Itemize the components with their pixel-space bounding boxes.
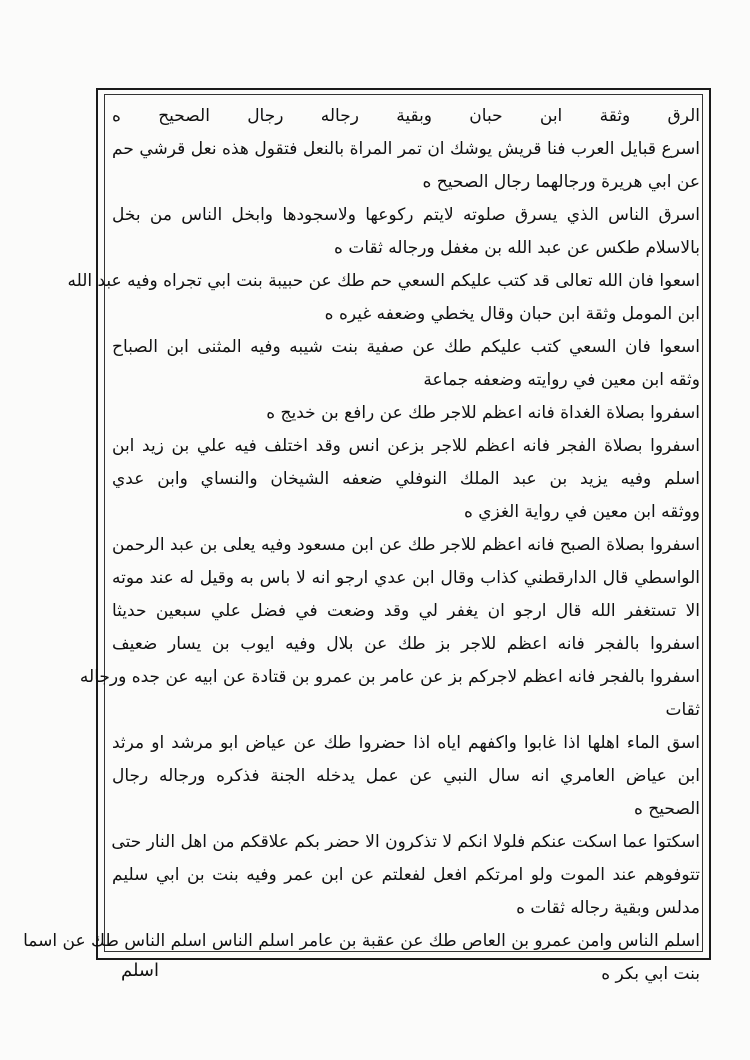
manuscript-text-block (23, 100, 700, 991)
text-line: اسرع قبايل العرب فنا قريش يوشك ان تمر المراة بالنعل فتقول هذه نعل قرشي حم (112, 139, 700, 159)
text-line: الواسطي قال الدارقطني كذاب وقال ابن عدي ارجو انه لا باس به وقيل له عند موته (112, 568, 700, 588)
text-line: وثقه ابن معين في روايته وضعفه جماعة (423, 370, 700, 390)
text-line: اسلم الناس وامن عمرو بن العاص طك عن عقبة بن عامر اسلم الناس اسلم الناس طك عن اسما (23, 931, 700, 951)
text-line: اسكتوا عما اسكت عنكم فلولا انكم لا تذكرون الا حضر بكم علاقكم من اهل النار حتى (111, 832, 700, 852)
text-line: ابن عياض العامري انه سال النبي عن عمل يدخله الجنة فذكره ورجاله رجال (112, 766, 700, 786)
text-line: الا تستغفر الله قال ارجو ان يغفر لي وقد وضعت في فضل علي سبعين حديثا (112, 601, 700, 621)
text-line: اسفروا بالفجر فانه اعظم للاجر بز طك عن بلال وفيه ايوب بن يسار ضعيف (112, 634, 700, 654)
text-line: مدلس وبقية رجاله ثقات ه (516, 898, 700, 918)
text-line: بالاسلام طكس عن عبد الله بن مغفل ورجاله ثقات ه (334, 238, 700, 258)
text-line: تتوفوهم عند الموت ولو امرتكم افعل لفعلتم عن ابن عمر وفيه بنت بن ابي سليم (112, 865, 700, 885)
text-line: اسفروا بصلاة الغداة فانه اعظم للاجر طك عن رافع بن خديج ه (266, 403, 700, 423)
text-line: اسعوا فان الله تعالى قد كتب عليكم السعي حم طك عن حبيبة بنت ابي تجراه وفيه عبد الله (67, 271, 700, 291)
text-line: اسرق الناس الذي يسرق صلوته لايتم ركوعها ولاسجودها وابخل الناس من بخل (112, 205, 700, 225)
catchword: اسلم (120, 960, 160, 981)
text-line: اسعوا فان السعي كتب عليكم طك عن صفية بنت شيبه وفيه المثنى ابن الصباح (112, 337, 700, 357)
text-line: ثقات (665, 700, 700, 720)
text-line: اسفروا بالفجر فانه اعظم لاجركم بز عن عامر بن عمرو بن قتادة عن ابيه عن جده ورجاله (79, 667, 700, 687)
text-line: اسفروا بصلاة الصبح فانه اعظم للاجر طك عن ابن مسعود وفيه يعلى بن عبد الرحمن (112, 535, 700, 555)
text-line: اسق الماء اهلها اذا غابوا واكفهم اياه اذا حضروا طك عن عياض ابو مرشد او مرثد (112, 733, 700, 753)
text-line: الرق وثقة ابن حبان وبقية رجاله رجال الصحيح ه (112, 106, 700, 126)
text-line: اسفروا بصلاة الفجر فانه اعظم للاجر بزعن انس وقد اختلف فيه علي بن زيد ابن (112, 436, 700, 456)
text-line: اسلم وفيه يزيد بن عبد الملك النوفلي ضعفه الشيخان والنساي وابن عدي (112, 469, 700, 489)
text-line: الصحيح ه (633, 799, 700, 819)
text-line: ووثقه ابن معين في رواية الغزي ه (463, 502, 700, 522)
text-line: بنت ابي بكر ه (601, 964, 700, 984)
text-line: عن ابي هريرة ورجالهما رجال الصحيح ه (422, 172, 700, 192)
text-line: ابن المومل وثقة ابن حبان وقال يخطي وضعفه غيره ه (324, 304, 700, 324)
